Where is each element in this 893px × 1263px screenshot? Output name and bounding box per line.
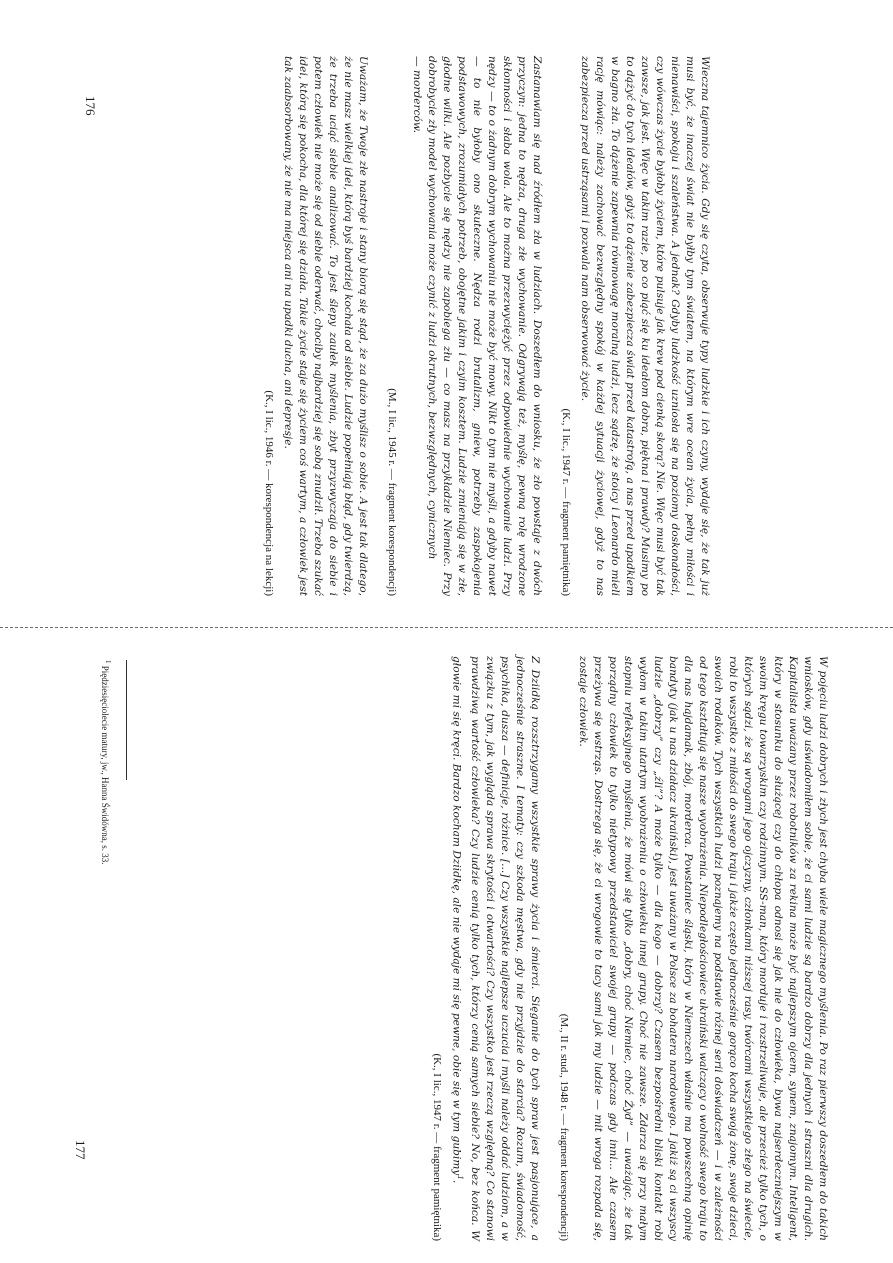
page-number: 177: [73, 1140, 88, 1160]
paragraph: Wieczna tajemnico życia. Gdy się czyta, obserwuje typy ludzkie i ich czyny, wydaje się, że tak już musi być, że inaczej świat nie byłby tym światem, na którym wre ocean życia, pełny miłości i nienawiści, spokoju i szaleństwa. A jednak? Gdyby ludzkość uzniosła się na poziomy doskonałości, czy wówczas życie byłoby życiem, które pulsuje jak krew pod cienką skorą? Nie. Więc musi być tak zawsze, jak jest. Więc w takim razie, po co piąć się ku ideałom dobra, piękna i prawdy? Musimy po to dążyć do tych ideałów, gdyż to dążenie zabezpiecza świat przed katastrofą, a nas przed upadkiem w bagno zła. To dążenie zapewnia równowagę moralną ludzi, lecz sądzę, że stoicy i Leonardo mieli rację mówiąc: należy zachować bezwzględny spokój w każdej sytuacji życiowej, gdyż to nas zabezpiecza przed ustrząsami i pozwala nam obserwować życie.: [579, 56, 711, 596]
footnote-text: Piędziesięciolecie matury, jw., Hanna Świdówna, s. 33.: [100, 665, 110, 865]
paragraph: Uważam, że Twoje złe nastroje i stany biorą się stąd, że za dużo myślisz o sobie. A jest tak dlatego, że nie masz wielkiej idei, którą byś bardziej kochała od siebie. Ludzie popełniają błąd, gdy twierdzą, że trzeba uciąć siebie analizować. To jest ślepy zaułek myślenia, zbyt przyzwyczaja do siebie i potem człowiek nie może się od siebie oderwać, chociby najbardziej się sobą znudził. Trzeba szukać idei, którą się pokocha, dla której się działa. Takie życie staje się życiem coś wartym, a człowiek jest tak zaabsorbowany, że nie ma miejsca ani na upadki ducha, ani depresje.: [282, 56, 369, 596]
paragraph-tail: — morderców.: [411, 56, 423, 134]
paragraph: Z Dziidką rozsztrzygamy wszystkie sprawy życia i śmierci. Sięganie do tych spraw jest pasjonujące, a jednocześnie straszne. I tematy: czy szkoda męstwa, gdy nie przyjdzie do starcia? Rozum, świadomość, psychika, dusza — definicje, różnice. [...] Czy wszystkie najlepsze uczucia i myśli należy oddać ludziom, a w związku z tym, jak wygląda sprawa skrytości i otwartości? Czy wszystko jest rzeczą względną? Co stanowi prawdziwą wartość człowieka? Czy ludzie cenią tylko tych, którzy cenią samych siebie? No, bez końca. W głowie mi się kręci. Bardzo kocham Dziidkę, ale nie wydaje mi się pewne, obie się w tym gubimy$^1$.: [450, 656, 541, 1241]
paragraph-body: Z Dziidką rozsztrzygamy wszystkie sprawy życia i śmierci. Sięganie do tych spraw jest pasjonujące, a jednocześnie straszne. I tematy: czy szkoda męstwa, gdy nie przyjdzie do starcia? Rozum, świadomość, psychika, dusza — definicje, różnice. [...] Czy wszystkie najlepsze uczucia i myśli należy oddać ludziom, a w związku z tym, jak wygląda sprawa skrytości i otwartości? Czy wszystko jest rzeczą względną? Co stanowi prawdziwą wartość człowieka? Czy ludzie cenią tylko tych, którzy cenią samych siebie? No, bez końca. W głowie mi się kręci. Bardzo kocham Dziidkę, ale nie wydaje mi się pewne, obie się w tym gubimy: [450, 656, 541, 1241]
page-176-text: [90, 56, 712, 596]
source-citation: (K., I lic., 1947 r. — fragment pamiętnika): [560, 408, 572, 596]
page-177-text: [90, 656, 830, 1241]
source-citation: (K., I lic., 1947 r. — fragment pamiętnika): [431, 1053, 444, 1241]
footnote-ref: 1: [456, 1175, 464, 1180]
footnote-mark: 1: [104, 660, 112, 664]
footnote-rule: [126, 660, 127, 780]
paragraph: Zastanawiam się nad źródłem zła w ludziach. Doszedłem do wniosku, że zło powstaje z dwóch przyczyn: jedna to nędza, druga złe wychowanie. Odgrywają też, myślę, pewną rolę wrodzone skłonności i słaba wola. Ale to można przezwyciężyć przez odpowiednie wychowanie ludzi. Przy nędzy — to o żadnym dobrym wychowaniu nie może być mowy. Nikt o tym nie myśli, a gdyby nawet — to nie byłoby ono skuteczne. Nędza rodzi brutalizm, gniew, potrzeby zaspokojenia podstawowych, zrozumiałych potrzeb, obojętne jakim i czyim kosztem. Ludzie zmieniają się w złe, głodne wilki. Ale pozbycie się nędzy nie zapobiega złu — co masz na przykładzie Niemiec. Przy dobrobycie zły model wychowania może czynić z ludzi okrutnych, bezwzględnych, cynicznych: [426, 56, 543, 596]
source-citation: (K., I lic., 1946 r. — korespondencja na lekcji): [263, 390, 275, 596]
paragraph: W pojęciu ludzi dobrych i złych jest chyba wiele magicznego myślenia. Po raz pierwszy doszedłem do takich wniosków, gdy uświadomiłem sobie, że ci sami ludzie są bardzo dobrzy dla jednych i straszni dla drugich. Kapitalista uważany przez robotników za rekina może być najlepszym ojcem, synem, znajomym. Inteligent, który w stosunku do służącej czy do chłopa odnosi się jak nie do człowieka, bywa najserdeczniejszym w swoim kręgu towarzyskim czy rodzinnym. SS-man, który morduje i rozstrzeliwuje, ale przecież tylko tych, o których sądzi, że są wrogami jego ojczyzny, członkami niższej rasy, twórcami wszystkiego złego na świecie, robi to wszystko z miłości do swego kraju i jakże często jednocześnie gorąco kocha swoją żonę, swoje dzieci, swoich rodaków. Tych wszystkich ludzi poznajemy na podstawie różnej serii doświadczeń — i w zależności od tego kształtują się nasze wyobrażenia. Niepodległościowiec ukraiński walczący o wolność swego kraju to dla nas hajdamak, zbój, morderca. Powstaniec śląski, który w Niemczech właśnie ma powszechną opinię bandyty (jak u nas działacz ukraiński), jest uważany w Polsce za bohatera narodowego. I jakiż są ci wszyscy ludzie „dobrzy” czy „źli”? A może tylko — dla kogo — dobrzy? Czasem bezpośredni bliski kontakt robi wyłom w takim utartym wyobrażeniu o człowieku innej grupy. Choć nie zawsze. Zdarza się przy małym stopniu refleksyjnego myślenia, że mówi się tylko „dobry, choć Niemiec, choć Żyd” — uważając, że tak porządny człowiek to tylko nietypowy przedstawiciel swojej grupy — podczas gdy inni... Ale czasem przeżywa się wstrząs. Dostrzega się, że ci wrogowie to tacy sami jak my ludzie — mit wroga rozpada się, zostaje człowiek.: [577, 656, 829, 1241]
page-number: 176: [83, 96, 98, 116]
footnote: [100, 660, 112, 1160]
source-citation: (M., II r. stud., 1948 r. — fragment korespondencji): [558, 1013, 570, 1241]
page-divider: [0, 627, 893, 628]
source-citation: (M., I lic., 1945 r. — fragment korespondencji): [386, 388, 398, 596]
